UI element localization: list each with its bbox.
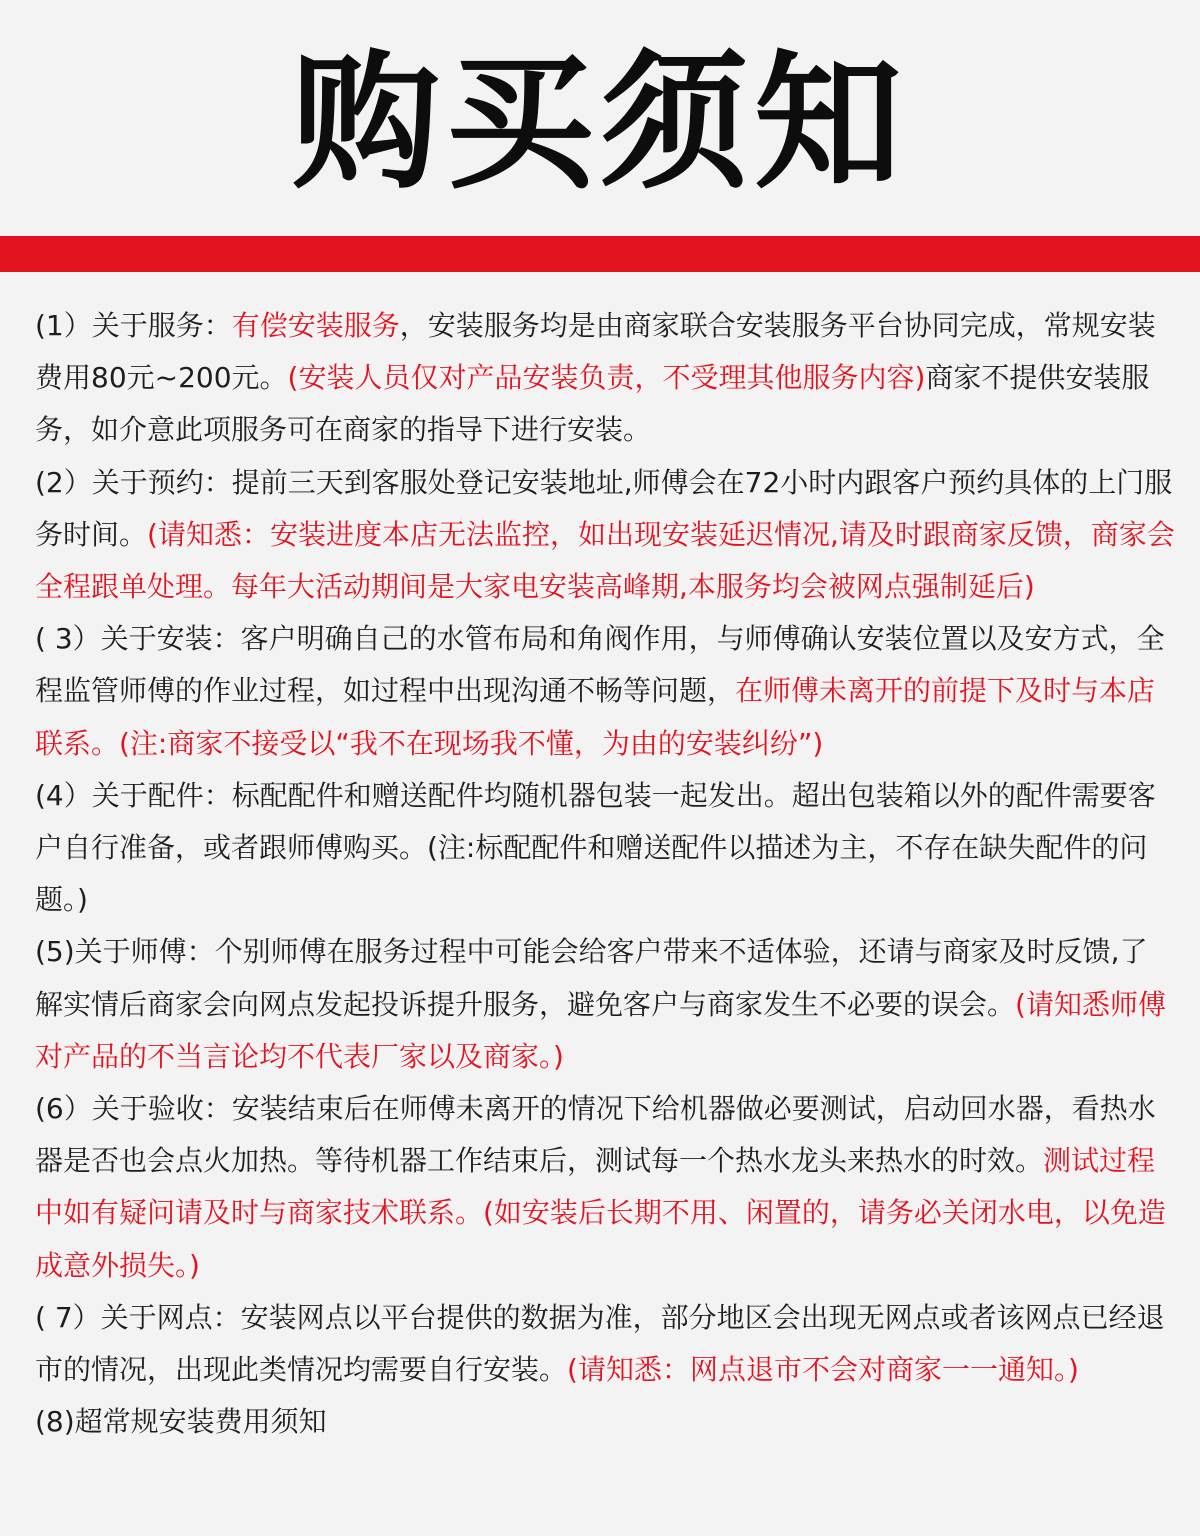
section-accessories-lead: (4）关于配件： (35, 778, 232, 812)
section-service-outlet-text: 安装网点以平台提供的数据为准，部分地区会出现无网点或者该网点已经退市的情况，出现此类情况均需要自行安装。 (35, 1300, 1165, 1387)
notice-body (35, 300, 1175, 1448)
section-installation (35, 613, 1175, 770)
outlet-exit-notice: (请知悉：网点退市不会对商家一一通知。) (567, 1353, 1079, 1387)
paid-install-highlight: 有偿安装服务 (231, 309, 400, 342)
section-installation-lead: ( 3）关于安装： (35, 622, 241, 656)
section-technician-lead: (5)关于师傅： (35, 935, 215, 969)
section-technician (35, 926, 1175, 1083)
section-technician-text: 个别师傅在服务过程中可能会给客户带来不适体验，还请与商家及时反馈,了解实情后商家会向网点发起投诉提升服务，避免客户与商家发生不必要的误会。 (35, 935, 1148, 1021)
section-service-lead: (1）关于服务： (35, 309, 232, 342)
section-service (35, 300, 1175, 457)
section-service-text-2: 商家不提供安装服务，如介意此项服务可在商家的指导下进行安装。 (35, 361, 1150, 447)
section-acceptance-text: 安装结束后在师傅未离开的情况下给机器做必要测试，启动回水器，看热水器是否也会点火加热。等待机器工作结束后，测试每一个热水龙头来热水的时效。 (35, 1092, 1156, 1178)
section-extra-fees-lead: (8)超常规安装费用须知 (35, 1405, 327, 1439)
section-installation-text: 客户明确自己的水管布局和角阀作用，与师傅确认安装位置以及安方式，全程监管师傅的作业过程，如过程中出现沟通不畅等问题， (35, 622, 1165, 708)
section-booking-lead: (2）关于预约： (35, 465, 232, 499)
installer-scope-note: (安装人员仅对产品安装负责，不受理其他服务内容) (287, 361, 926, 395)
booking-delay-notice: (请知悉：安装进度本店无法监控，如出现安装延迟情况,请及时跟商家反馈，商家会全程跟单处理。每年大活动期间是大家电安装高峰期,本服务均会被网点强制延后) (35, 517, 1175, 604)
red-divider-bar (0, 236, 1200, 272)
section-service-outlet (35, 1292, 1175, 1396)
title-area (0, 0, 1200, 235)
section-service-outlet-lead: ( 7）关于网点： (35, 1300, 241, 1334)
installation-contact-notice: 在师傅未离开的前提下及时与本店联系。(注:商家不接受以“我不在现场我不懂，为由的安装纠纷”) (35, 674, 1156, 760)
section-accessories (35, 770, 1175, 927)
section-accessories-text: 标配配件和赠送配件均随机器包装一起发出。超出包装箱以外的配件需要客户自行准备，或者跟师傅购买。(注:标配配件和赠送配件以描述为主，不存在缺失配件的问题。) (35, 778, 1156, 917)
section-booking (35, 457, 1175, 614)
section-acceptance (35, 1083, 1175, 1292)
section-acceptance-lead: (6）关于验收： (35, 1092, 232, 1126)
acceptance-test-notice: 测试过程中如有疑问请及时与商家技术联系。(如安装后长期不用、闲置的，请务必关闭水电，以免造成意外损失。) (35, 1144, 1166, 1282)
section-booking-text: 提前三天到客服处登记安装地址,师傅会在72小时内跟客户预约具体的上门服务时间。 (35, 465, 1173, 551)
section-extra-fees (35, 1396, 1175, 1448)
technician-disclaimer: (请知悉师傅对产品的不当言论均不代表厂家以及商家。) (35, 987, 1166, 1073)
page-title: 购买须知 (292, 36, 908, 209)
section-service-text: ，安装服务均是由商家联合安装服务平台协同完成，常规安装费用80元~200元。 (35, 309, 1156, 395)
